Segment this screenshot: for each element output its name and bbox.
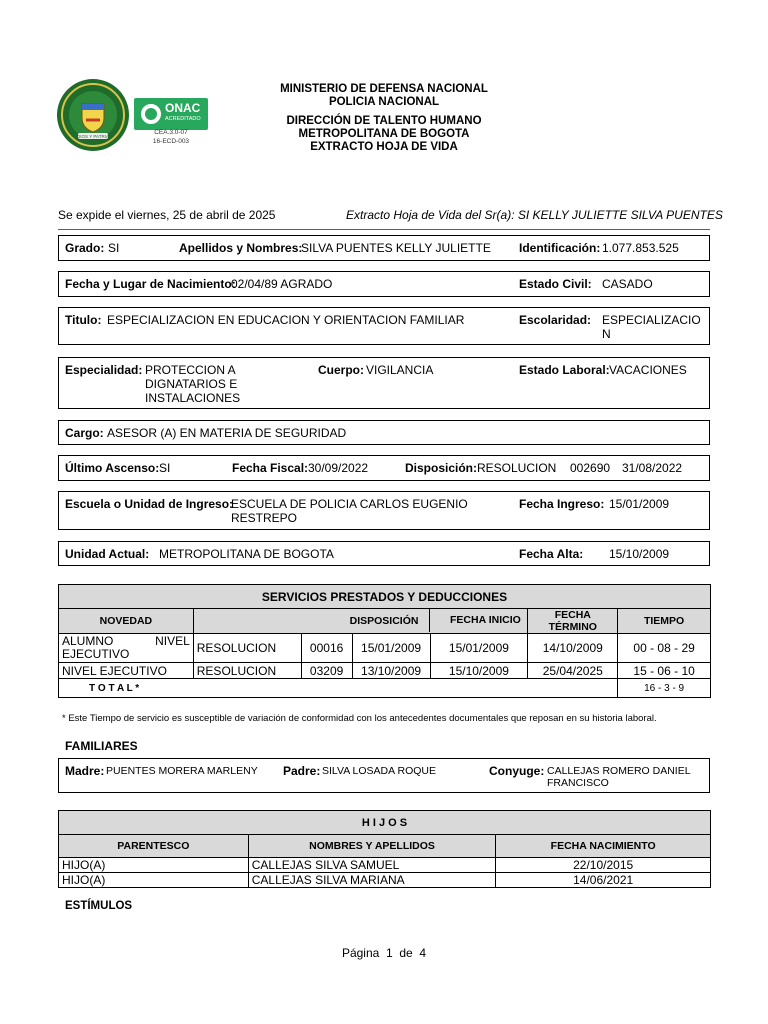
estado-civil-value: CASADO: [602, 277, 653, 291]
familiares-heading: FAMILIARES: [65, 739, 138, 753]
servicios-table: [58, 584, 711, 698]
ultimo-ascenso-label: Último Ascenso:: [65, 461, 160, 475]
disposicion-number: 002690: [570, 461, 611, 475]
conyuge-value-1: CALLEJAS ROMERO DANIEL: [547, 765, 691, 777]
onac-code-2: 16-ECD-003: [152, 138, 190, 145]
madre-label: Madre:: [65, 764, 105, 778]
novedad-word-2: NIVEL: [155, 634, 190, 648]
col-nombres: NOMBRES Y APELLIDOS: [248, 835, 496, 858]
identificacion-label: Identificación:: [519, 241, 601, 255]
col-disposicion: DISPOSICIÓN: [193, 609, 528, 634]
col-tiempo: TIEMPO: [618, 609, 711, 634]
table-row: [59, 634, 711, 663]
titulo-box: [58, 307, 710, 345]
total-label: T O T A L *: [59, 679, 618, 698]
titulo-value: ESPECIALIZACION EN EDUCACION Y ORIENTACION FAMILIAR: [107, 313, 465, 327]
hijos-title: H I J O S: [59, 811, 711, 835]
cargo-box: [58, 420, 710, 445]
tipo-cell: RESOLUCION: [193, 634, 301, 663]
estado-laboral-label: Estado Laboral:: [519, 363, 610, 377]
intro-divider: [58, 229, 710, 230]
tiempo-cell: 15 - 06 - 10: [618, 663, 711, 679]
conyuge-label: Conyuge:: [489, 764, 545, 778]
especialidad-value-3: INSTALACIONES: [145, 391, 241, 405]
extract-subject: Extracto Hoja de Vida del Sr(a): SI KELLY JULIETTE SILVA PUENTES: [346, 208, 723, 222]
grado-value: SI: [108, 241, 120, 255]
numero-cell: 00016: [301, 634, 352, 663]
header-divider-inicio: [429, 609, 430, 632]
parentesco-cell: HIJO(A): [59, 873, 249, 888]
especialidad-box: [58, 357, 710, 409]
hijos-table: [58, 810, 711, 888]
ascenso-box: [58, 455, 710, 481]
unidad-actual-value: METROPOLITANA DE BOGOTA: [159, 547, 334, 561]
fecha-cell: 15/01/2009: [352, 634, 430, 663]
col-novedad: NOVEDAD: [59, 609, 194, 634]
identificacion-value: 1.077.853.525: [602, 241, 679, 255]
directorate-title: DIRECCIÓN DE TALENTO HUMANO: [286, 115, 482, 127]
fecha-alta-label: Fecha Alta:: [519, 547, 584, 561]
padre-value: SILVA LOSADA ROQUE: [322, 765, 436, 777]
onac-name: ONAC: [165, 101, 201, 115]
issue-date: Se expide el viernes, 25 de abril de 2025: [58, 208, 276, 222]
onac-sub: ACREDITADO: [165, 116, 201, 122]
tipo-cell: RESOLUCION: [193, 663, 301, 679]
apellidos-label: Apellidos y Nombres:: [179, 241, 303, 255]
page-number: Página 1 de 4: [341, 946, 427, 960]
total-row: [59, 679, 711, 698]
fecha-fiscal-label: Fecha Fiscal:: [232, 461, 309, 475]
cuerpo-label: Cuerpo:: [318, 363, 364, 377]
nacimiento-box: [58, 271, 710, 297]
document-title: EXTRACTO HOJA DE VIDA: [310, 141, 458, 153]
novedad-word-1: ALUMNO: [62, 634, 114, 648]
col-fecha-nacimiento: FECHA NACIMIENTO: [496, 835, 711, 858]
apellidos-value: SILVA PUENTES KELLY JULIETTE: [301, 241, 491, 255]
titulo-label: Titulo:: [65, 313, 102, 327]
disposicion-value: RESOLUCION: [477, 461, 557, 475]
novedad-word-3: EJECUTIVO: [62, 647, 130, 661]
escuela-value-1: ESCUELA DE POLICIA CARLOS EUGENIO: [231, 497, 468, 511]
onac-code-1: CEA.3.0-07: [154, 129, 188, 136]
especialidad-label: Especialidad:: [65, 363, 143, 377]
servicios-title: SERVICIOS PRESTADOS Y DEDUCCIONES: [59, 585, 711, 609]
onac-ring-icon: [139, 102, 163, 126]
servicios-note: * Este Tiempo de servicio es susceptible de variación de conformidad con los antecedentes documentales que reposan en su historia laboral.: [62, 713, 657, 724]
col-fecha-termino: FECHA TÉRMINO: [528, 609, 618, 634]
table-row: [59, 873, 711, 888]
inicio-cell: 15/10/2009: [430, 663, 528, 679]
termino-cell: 14/10/2009: [528, 634, 618, 663]
madre-value: PUENTES MORERA MARLENY: [106, 765, 258, 777]
fecha-ingreso-label: Fecha Ingreso:: [519, 497, 605, 511]
grado-box: [58, 235, 710, 261]
escolaridad-label: Escolaridad:: [519, 313, 592, 327]
inicio-cell: 15/01/2009: [430, 634, 528, 663]
cargo-value: ASESOR (A) EN MATERIA DE SEGURIDAD: [107, 426, 347, 440]
total-value: 16 - 3 - 9: [618, 679, 711, 698]
escuela-value-2: RESTREPO: [231, 511, 298, 525]
fecha-ingreso-value: 15/01/2009: [609, 497, 670, 511]
fecha-cell: 13/10/2009: [352, 663, 430, 679]
estimulos-heading: ESTÍMULOS: [65, 900, 133, 912]
conyuge-value-2: FRANCISCO: [547, 777, 609, 789]
estado-laboral-value: VACACIONES: [609, 363, 687, 377]
escuela-label: Escuela o Unidad de Ingreso:: [65, 497, 234, 511]
ultimo-ascenso-value: SI: [159, 461, 171, 475]
nacimiento-value: 02/04/89 AGRADO: [231, 277, 333, 291]
nombre-cell: CALLEJAS SILVA SAMUEL: [248, 858, 496, 873]
estado-civil-label: Estado Civil:: [519, 277, 592, 291]
cuerpo-value: VIGILANCIA: [366, 363, 434, 377]
especialidad-value-2: DIGNATARIOS E: [145, 377, 238, 391]
metropolitan-title: METROPOLITANA DE BOGOTA: [298, 128, 470, 140]
parentesco-cell: HIJO(A): [59, 858, 249, 873]
disposicion-label: Disposición:: [405, 461, 478, 475]
numero-cell: 03209: [301, 663, 352, 679]
fecha-alta-value: 15/10/2009: [609, 547, 670, 561]
police-title: POLICIA NACIONAL: [328, 96, 440, 108]
padre-label: Padre:: [283, 764, 321, 778]
termino-cell: 25/04/2025: [528, 663, 618, 679]
seal-motto: DIOS Y PATRIA: [77, 134, 109, 139]
nacimiento-label: Fecha y Lugar de Nacimiento:: [65, 277, 236, 291]
fecha-nacimiento-cell: 14/06/2021: [496, 873, 711, 888]
table-row: [59, 858, 711, 873]
nombre-cell: CALLEJAS SILVA MARIANA: [248, 873, 496, 888]
novedad-cell: NIVEL EJECUTIVO: [59, 663, 194, 679]
ministry-title: MINISTERIO DE DEFENSA NACIONAL: [280, 83, 488, 95]
tiempo-cell: 00 - 08 - 29: [618, 634, 711, 663]
unidad-box: [58, 541, 710, 566]
novedad-cell: [59, 634, 194, 663]
familiares-box: [58, 758, 710, 793]
especialidad-value-1: PROTECCION A: [145, 363, 236, 377]
fecha-nacimiento-cell: 22/10/2015: [496, 858, 711, 873]
escolaridad-value-2: N: [602, 327, 611, 341]
unidad-actual-label: Unidad Actual:: [65, 547, 150, 561]
grado-label: Grado:: [65, 241, 105, 255]
table-row: [59, 663, 711, 679]
col-parentesco: PARENTESCO: [59, 835, 249, 858]
escolaridad-value-1: ESPECIALIZACIO: [602, 313, 701, 327]
cargo-label: Cargo:: [65, 426, 104, 440]
col-fecha-inicio: FECHA INICIO: [450, 614, 521, 626]
fecha-fiscal-value: 30/09/2022: [308, 461, 369, 475]
disposicion-date: 31/08/2022: [622, 461, 683, 475]
onac-logo: [134, 98, 208, 130]
escuela-box: [58, 491, 710, 530]
police-seal-logo: [56, 78, 130, 152]
